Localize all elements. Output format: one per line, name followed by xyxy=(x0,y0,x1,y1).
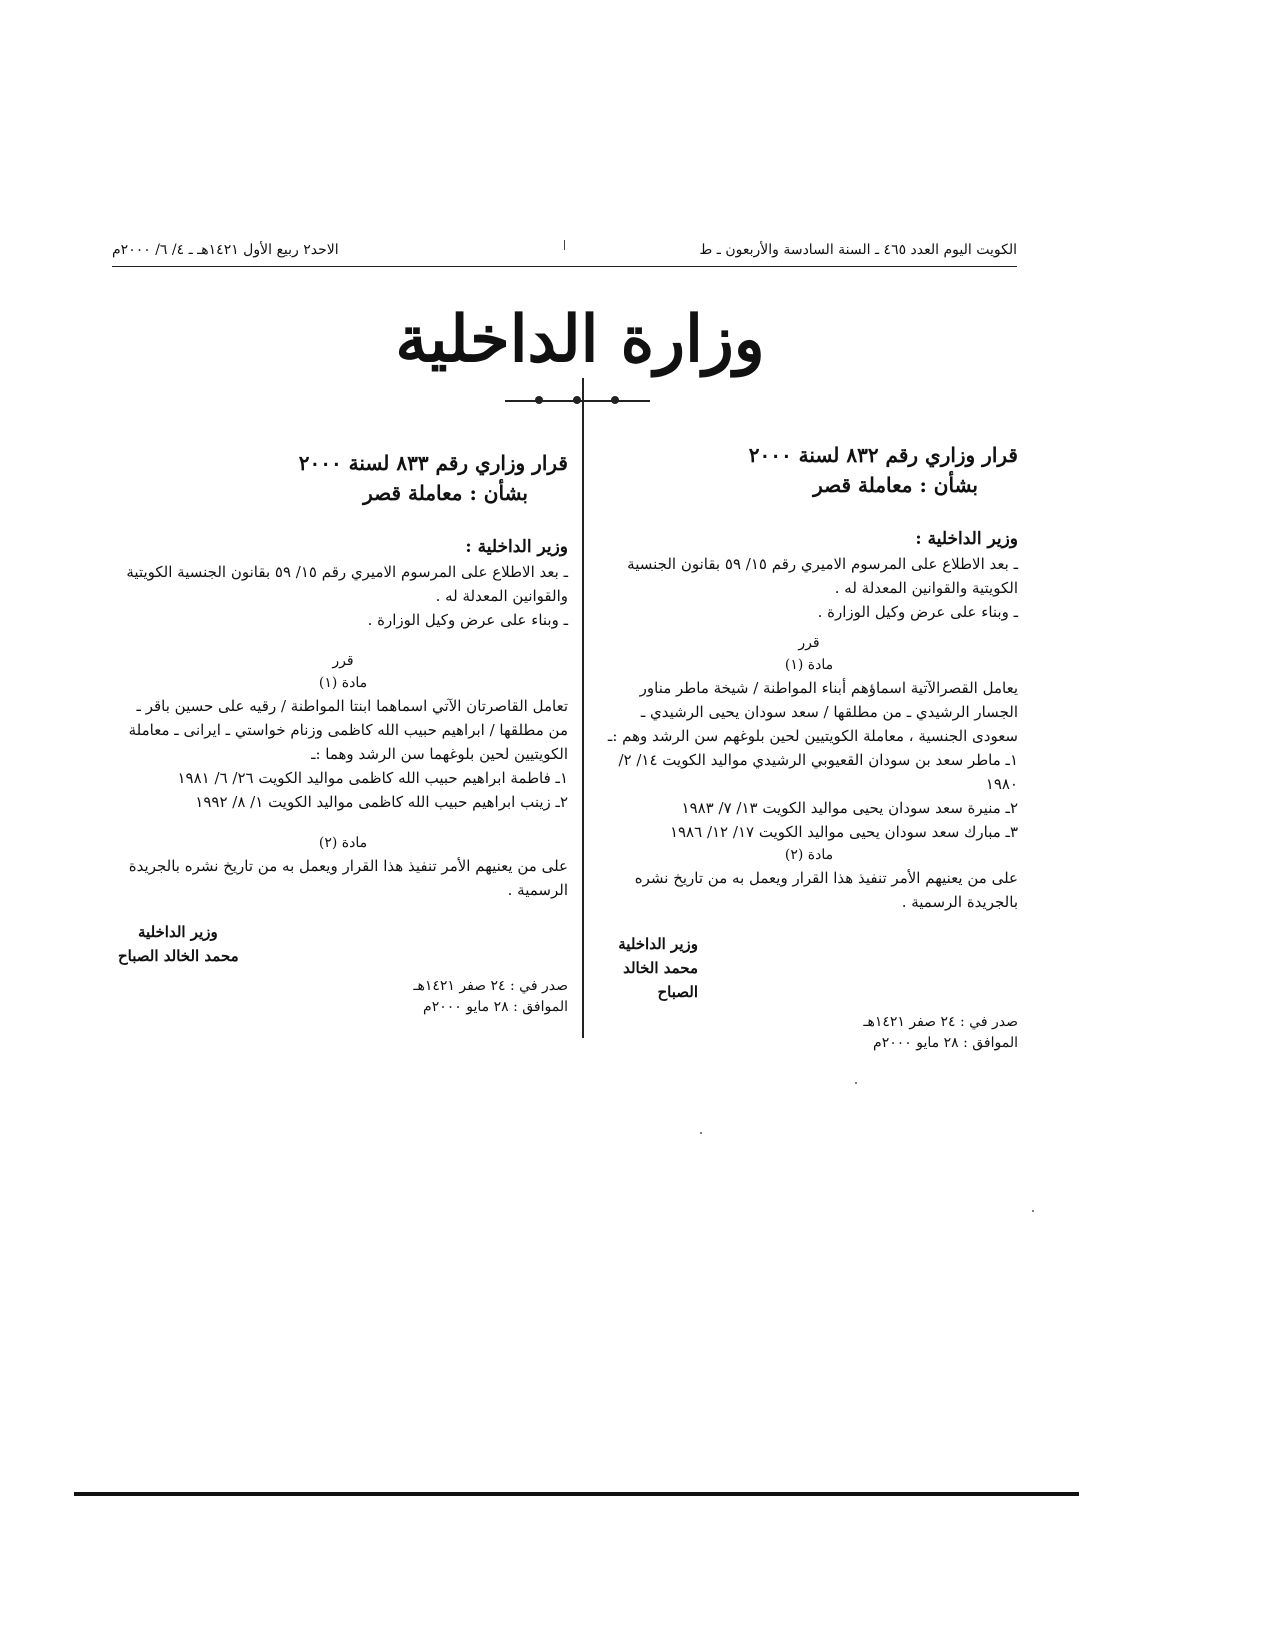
preamble-decree: ـ بعد الاطلاع على المرسوم الاميري رقم ١٥/ ٥٩ بقانون الجنسية الكويتية والقوانين المعدلة له . xyxy=(126,563,568,605)
minor-item-1: ١ـ ماطر سعد بن سودان القعيوبي الرشيدي مواليد الكويت ١٤/ ٢/ ١٩٨٠ xyxy=(618,751,1018,793)
header-issue-info: الكويت اليوم العدد ٤٦٥ ـ السنة السادسة والأربعون ـ ط xyxy=(699,242,1017,258)
decision-title: قرار وزاري رقم ٨٣٢ لسنة ٢٠٠٠ xyxy=(748,443,1018,467)
corresponding-date: الموافق : ٢٨ مايو ٢٠٠٠م xyxy=(873,1035,1018,1051)
decided-label: قرر xyxy=(332,653,354,669)
signature-block xyxy=(600,932,698,1004)
decided-label: قرر xyxy=(798,635,820,651)
signature-block xyxy=(118,920,568,968)
article-1-label: مادة (١) xyxy=(318,675,368,691)
article-2-text: على من يعنيهم الأمر تنفيذ هذا القرار ويعمل به من تاريخ نشره بالجريدة الرسمية . xyxy=(128,857,568,899)
decision-subject: بشأن : معاملة قصر xyxy=(363,481,528,505)
column-divider xyxy=(582,378,584,1038)
masthead-ornament xyxy=(505,395,650,407)
scan-speck xyxy=(700,1132,702,1134)
header-date: الاحد٢ ربيع الأول ١٤٢١هـ ـ ٤/ ٦/ ٢٠٠٠م xyxy=(112,242,339,258)
decision-subject: بشأن : معاملة قصر xyxy=(813,473,978,497)
page-footer-rule xyxy=(74,1492,1079,1496)
decision-833 xyxy=(118,448,568,1018)
article-2-label: مادة (٢) xyxy=(318,835,368,851)
signature-name: محمد الخالد الصباح xyxy=(623,959,698,1001)
minister-heading: وزير الداخلية : xyxy=(465,537,568,557)
signature-name: محمد الخالد الصباح xyxy=(118,947,239,965)
article-1-label: مادة (١) xyxy=(784,657,834,673)
header-divider xyxy=(564,240,565,250)
minor-item-3: ٣ـ مبارك سعد سودان يحيى مواليد الكويت ١٧/ ١٢/ ١٩٨٦ xyxy=(669,823,1018,841)
minor-item-2: ٢ـ زينب ابراهيم حبيب الله كاظمى مواليد الكويت ١/ ٨/ ١٩٩٢ xyxy=(195,793,568,811)
signature-title: وزير الداخلية xyxy=(138,923,218,941)
scan-speck xyxy=(855,1082,857,1084)
signature-title: وزير الداخلية xyxy=(618,935,698,953)
minister-heading: وزير الداخلية : xyxy=(915,529,1018,549)
corresponding-date: الموافق : ٢٨ مايو ٢٠٠٠م xyxy=(423,999,568,1015)
article-2-label: مادة (٢) xyxy=(784,847,834,863)
ministry-masthead: وزارة الداخلية xyxy=(395,302,765,377)
article-2-text: على من يعنيهم الأمر تنفيذ هذا القرار ويعمل به من تاريخ نشره بالجريدة الرسمية . xyxy=(634,869,1018,911)
issued-date: صدر في : ٢٤ صفر ١٤٢١هـ xyxy=(413,978,568,994)
minor-item-2: ٢ـ منيرة سعد سودان يحيى مواليد الكويت ١٣/ ٧/ ١٩٨٣ xyxy=(681,799,1018,817)
minor-item-1: ١ـ فاطمة ابراهيم حبيب الله كاظمى مواليد الكويت ٢٦/ ٦/ ١٩٨١ xyxy=(177,769,568,787)
preamble-undersecretary: ـ وبناء على عرض وكيل الوزارة . xyxy=(817,603,1018,621)
decision-832 xyxy=(600,440,1018,1054)
preamble-undersecretary: ـ وبناء على عرض وكيل الوزارة . xyxy=(367,611,568,629)
article-1-text: يعامل القصرالآتية اسماؤهم أبناء المواطنة / شيخة ماطر مناور الجسار الرشيدي ـ من مطلقها / سعد سودان يحيى الرشيدي ـ سعودى الجنسية ، معاملة الكويتيين لحين بلوغهم سن الرشد وهم :ـ xyxy=(607,679,1018,745)
scan-speck xyxy=(1032,1210,1034,1212)
decision-title: قرار وزاري رقم ٨٣٣ لسنة ٢٠٠٠ xyxy=(298,451,568,475)
preamble-decree: ـ بعد الاطلاع على المرسوم الاميري رقم ١٥/ ٥٩ بقانون الجنسية الكويتية والقوانين المعدلة له . xyxy=(627,555,1018,597)
article-1-text: تعامل القاصرتان الآتي اسماهما ابنتا المواطنة / رقيه على حسين باقر ـ من مطلقها / ابراهيم حبيب الله كاظمى وزنام خواستي ـ ايرانى ـ معاملة الكويتيين لحين بلوغهما سن الرشد وهما :ـ xyxy=(128,697,568,763)
issued-date: صدر في : ٢٤ صفر ١٤٢١هـ xyxy=(863,1014,1018,1030)
page-header xyxy=(112,240,1017,267)
